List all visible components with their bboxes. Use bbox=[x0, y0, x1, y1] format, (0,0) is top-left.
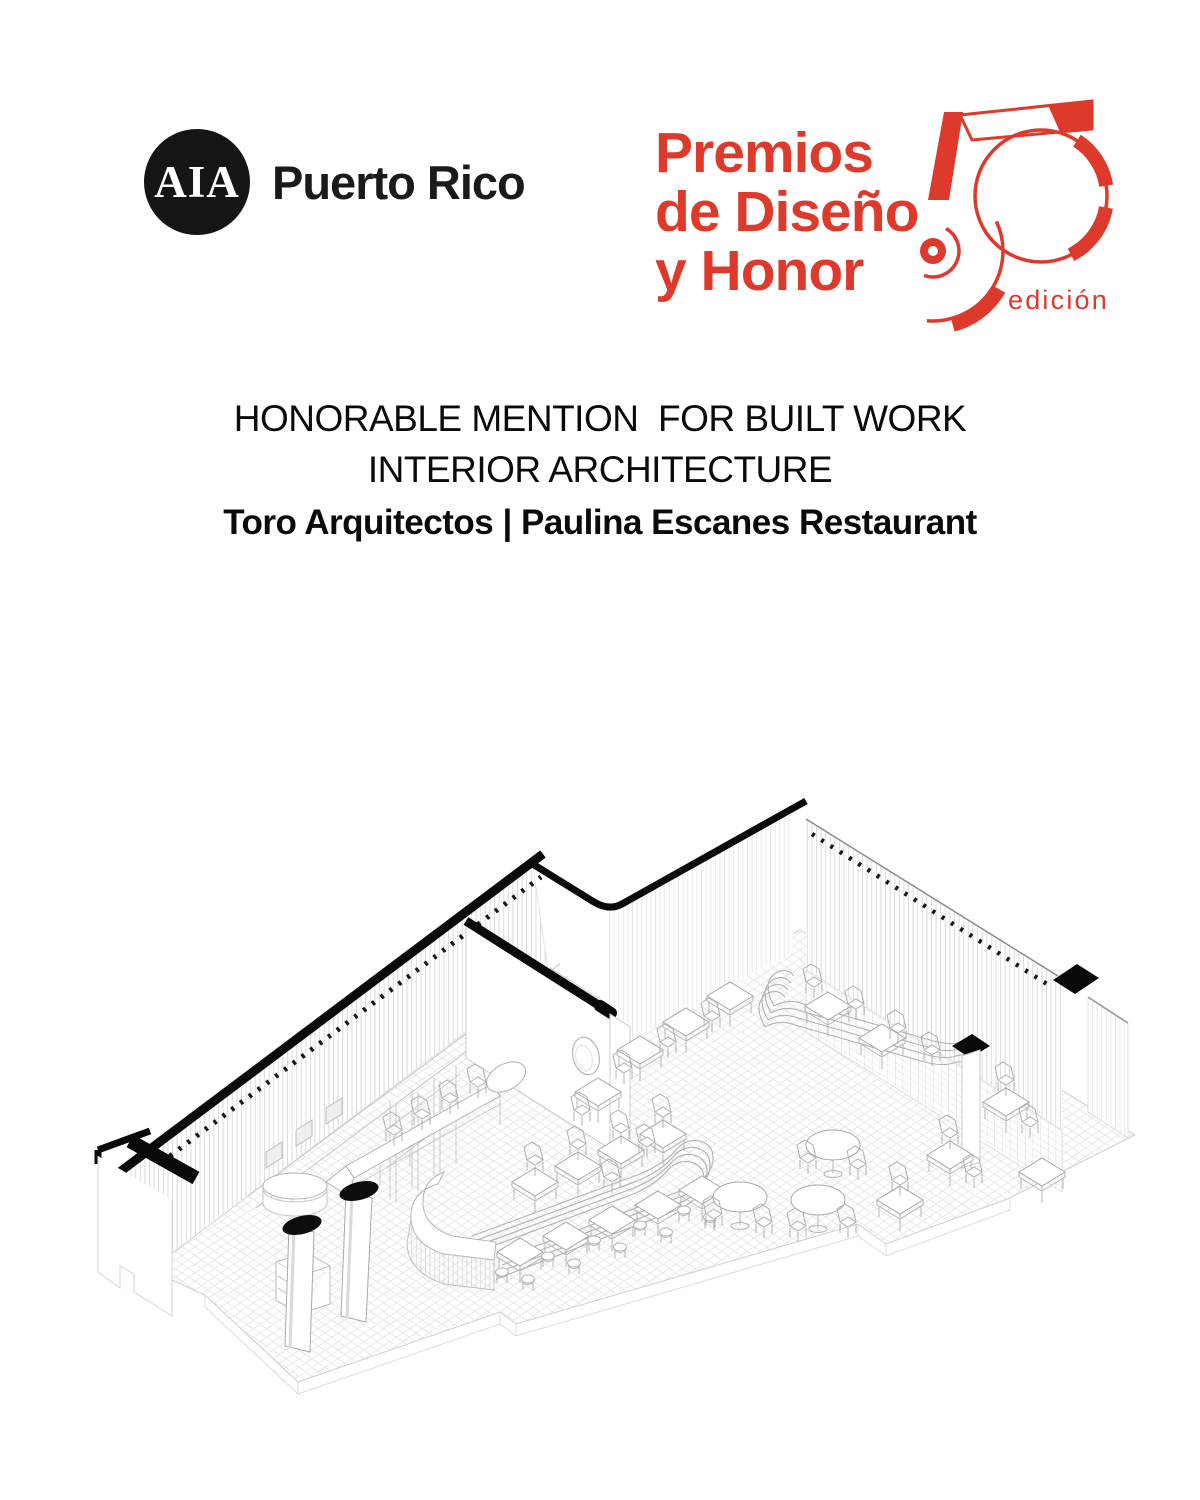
aia-org-name: Puerto Rico bbox=[272, 155, 525, 209]
edition-50-mark-icon bbox=[920, 85, 1140, 347]
award-recipient-line: Toro Arquitectos | Paulina Escanes Restaurant bbox=[223, 503, 977, 542]
premios-line-2: de Diseño bbox=[655, 180, 919, 244]
aia-monogram: AIA bbox=[154, 157, 240, 207]
edition-label: edición bbox=[1008, 285, 1109, 315]
premios-line-3: y Honor bbox=[655, 239, 864, 303]
aia-monogram-icon bbox=[144, 129, 250, 235]
isometric-drawing bbox=[0, 780, 1200, 1460]
award-category-line: HONORABLE MENTION FOR BUILT WORK bbox=[233, 398, 967, 439]
premios-wordmark bbox=[655, 121, 919, 303]
numeral-0 bbox=[975, 130, 1107, 262]
premios-line-1: Premios bbox=[655, 121, 873, 185]
award-title-block bbox=[0, 398, 1200, 543]
aia-logo bbox=[144, 129, 525, 235]
award-discipline-line: INTERIOR ARCHITECTURE bbox=[367, 449, 833, 490]
